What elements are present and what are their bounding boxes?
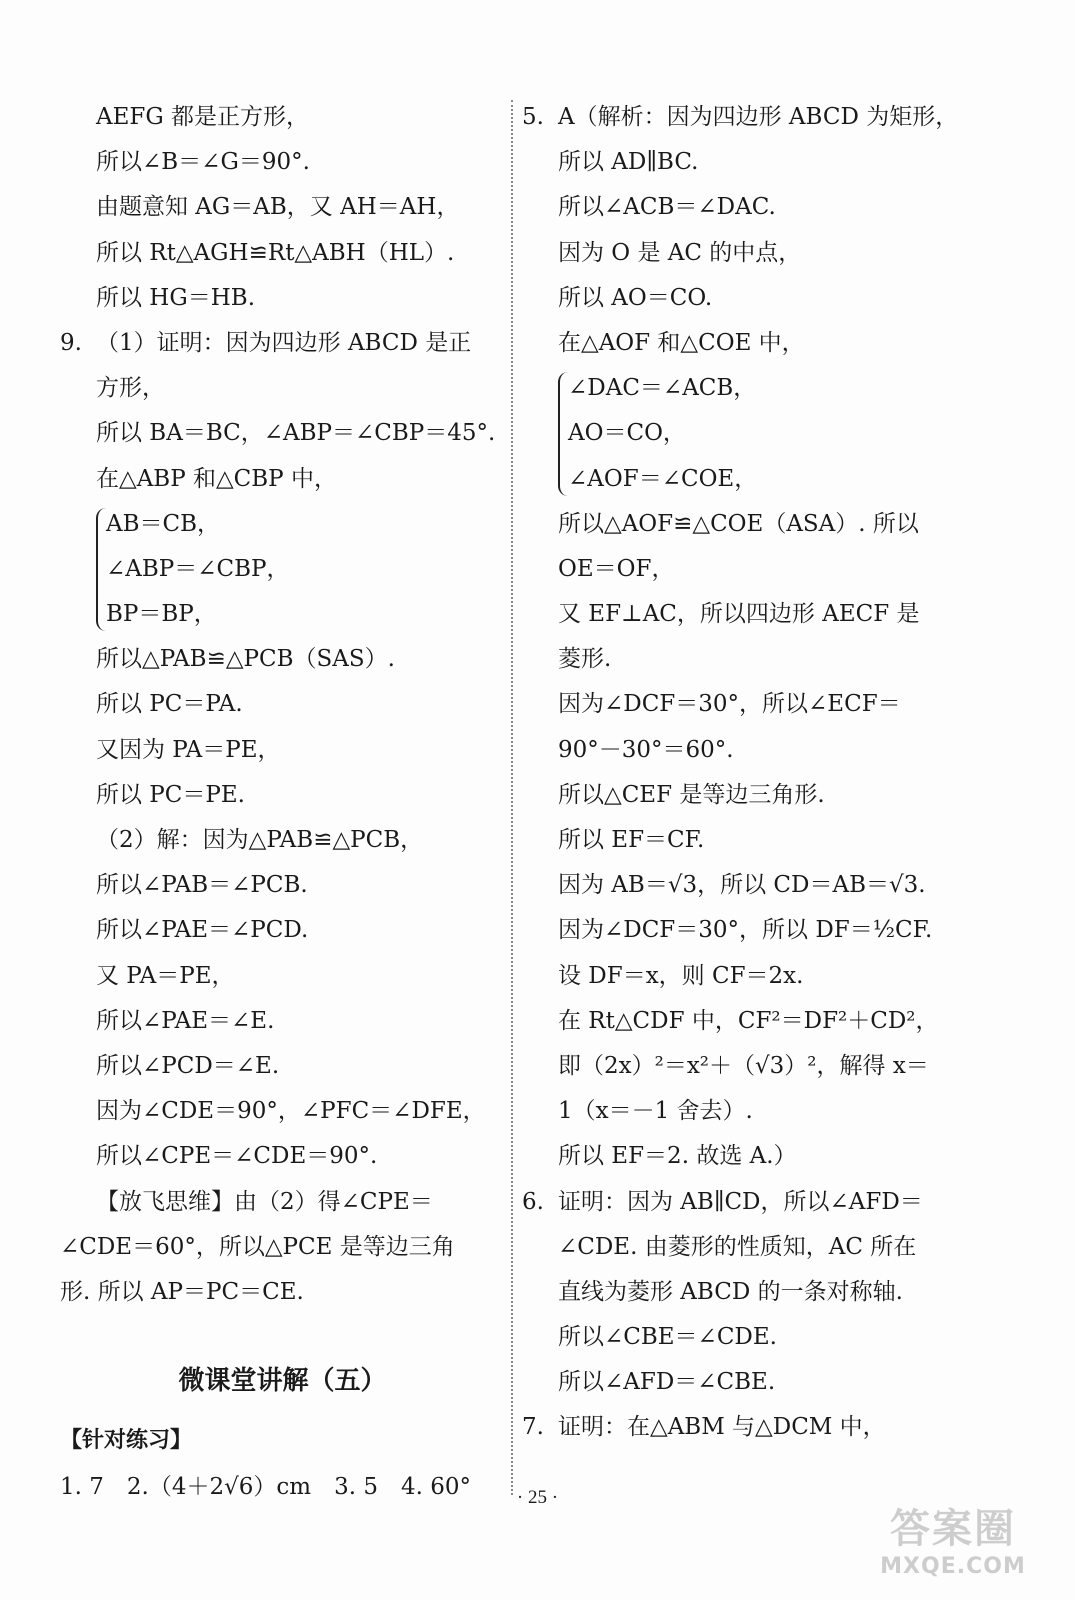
line-text: 所以 AO＝CO. — [558, 284, 713, 311]
line-text: 菱形. — [558, 646, 612, 673]
text-line — [60, 908, 505, 953]
text-line — [522, 1270, 992, 1315]
text-line — [60, 773, 505, 818]
line-text: 因为∠CDE＝90°，∠PFC＝∠DFE， — [96, 1098, 486, 1125]
text-line — [522, 276, 992, 321]
line-text: 所以 PC＝PE. — [96, 781, 245, 808]
text-line — [60, 366, 505, 411]
text-line — [60, 818, 505, 863]
text-line — [522, 185, 992, 230]
brace-system — [60, 502, 505, 638]
text-line — [522, 728, 992, 773]
text-line — [60, 1089, 505, 1134]
text-line — [522, 1315, 992, 1360]
text-line — [522, 1089, 992, 1134]
brace-line: ∠ABP＝∠CBP， — [106, 555, 290, 582]
line-text: 设 DF＝x，则 CF＝2x. — [558, 962, 804, 989]
line-text: OE＝OF， — [558, 555, 675, 582]
text-line — [60, 682, 505, 727]
brace-line: ∠AOF＝∠COE， — [568, 465, 758, 492]
line-text: 所以∠B＝∠G＝90°. — [96, 149, 310, 176]
line-text: 所以△CEF 是等边三角形. — [558, 781, 825, 808]
text-line — [60, 863, 505, 908]
line-text: 所以∠CPE＝∠CDE＝90°. — [96, 1143, 378, 1170]
line-text: 【放飞思维】由（2）得∠CPE＝ — [96, 1188, 433, 1215]
brace-line: BP＝BP， — [106, 601, 217, 628]
line-text: 方形， — [96, 375, 165, 402]
text-line — [522, 95, 992, 140]
right-column — [522, 95, 992, 1451]
line-text: 因为 AB＝√3，所以 CD＝AB＝√3. — [558, 872, 926, 899]
line-text: 所以∠PAB＝∠PCB. — [96, 872, 308, 899]
line-text: （1）证明：因为四边形 ABCD 是正 — [96, 329, 472, 356]
text-line — [522, 682, 992, 727]
question-number: 7. — [522, 1414, 544, 1441]
text-line — [522, 1180, 992, 1225]
line-text: 所以 HG＝HB. — [96, 284, 256, 311]
line-text: 因为∠DCF＝30°，所以 DF＝½CF. — [558, 917, 933, 944]
question-number: 9. — [60, 329, 82, 356]
page-number: · 25 · — [516, 1487, 559, 1508]
watermark-logo — [853, 1505, 1053, 1587]
line-text: 所以△PAB≌△PCB（SAS）. — [96, 646, 395, 673]
line-text: 所以∠ACB＝∠DAC. — [558, 194, 776, 221]
brace-line: AO＝CO， — [568, 420, 686, 447]
subsection-title: 【针对练习】 — [60, 1428, 193, 1454]
line-text: 所以 Rt△AGH≌Rt△ABH（HL）. — [96, 239, 455, 266]
line-text: 所以 EF＝2. 故选 A.） — [558, 1143, 797, 1170]
text-line — [60, 95, 505, 140]
line-text: 即（2x）²＝x²＋（√3）²，解得 x＝ — [558, 1052, 929, 1079]
line-text: 90°－30°＝60°. — [558, 736, 734, 763]
line-text: 在△AOF 和△COE 中， — [558, 329, 805, 356]
question-number: 6. — [522, 1188, 544, 1215]
line-text: 所以∠PCD＝∠E. — [96, 1052, 280, 1079]
text-line — [522, 231, 992, 276]
text-line — [522, 863, 992, 908]
text-line — [522, 1405, 992, 1450]
text-line — [60, 231, 505, 276]
text-line — [60, 1180, 505, 1225]
text-line — [60, 411, 505, 456]
text-line — [522, 637, 992, 682]
text-line — [522, 1360, 992, 1405]
text-line — [60, 954, 505, 999]
line-text: 所以∠CBE＝∠CDE. — [558, 1324, 777, 1351]
answers-line: 1. 7 2.（4＋2√6）cm 3. 5 4. 60° — [60, 1474, 471, 1501]
text-line — [522, 908, 992, 953]
text-line — [60, 140, 505, 185]
line-text: 直线为菱形 ABCD 的一条对称轴. — [558, 1278, 903, 1305]
text-line — [522, 502, 992, 547]
spacer — [60, 1315, 505, 1345]
text-line — [522, 140, 992, 185]
text-line — [522, 592, 992, 637]
watermark-cn: 答案圈 — [890, 1506, 1016, 1552]
text-line — [60, 1044, 505, 1089]
line-text: 所以△AOF≌△COE（ASA）. 所以 — [558, 510, 919, 537]
line-text: A（解析：因为四边形 ABCD 为矩形， — [558, 104, 959, 130]
line-text: ∠CDE＝60°，所以△PCE 是等边三角 — [60, 1233, 455, 1260]
line-text: 形. 所以 AP＝PC＝CE. — [60, 1278, 304, 1305]
text-line — [60, 999, 505, 1044]
line-text: AEFG 都是正方形， — [96, 104, 310, 130]
text-line — [60, 276, 505, 321]
line-text: 所以 EF＝CF. — [558, 827, 705, 853]
question-number: 5. — [522, 104, 544, 130]
text-line — [522, 818, 992, 863]
text-line — [60, 1134, 505, 1179]
text-line — [522, 321, 992, 366]
text-line — [60, 728, 505, 773]
line-text: 所以 BA＝BC，∠ABP＝∠CBP＝45°. — [96, 420, 496, 447]
text-line — [60, 1270, 505, 1315]
line-text: 因为∠DCF＝30°，所以∠ECF＝ — [558, 691, 901, 718]
line-text: 因为 O 是 AC 的中点， — [558, 239, 802, 266]
line-text: 所以∠AFD＝∠CBE. — [558, 1369, 776, 1396]
brace-line: ∠DAC＝∠ACB， — [568, 375, 757, 402]
line-text: 所以 PC＝PA. — [96, 691, 243, 718]
line-text: ∠CDE. 由菱形的性质知，AC 所在 — [558, 1233, 917, 1260]
line-text: 又 PA＝PE， — [96, 962, 235, 989]
line-text: 证明：因为 AB∥CD，所以∠AFD＝ — [558, 1188, 923, 1215]
text-line — [60, 1225, 505, 1270]
text-line — [60, 637, 505, 682]
text-line — [522, 954, 992, 999]
line-text: 又因为 PA＝PE， — [96, 736, 281, 763]
text-line — [60, 321, 505, 366]
text-line — [60, 457, 505, 502]
text-line — [60, 185, 505, 230]
column-divider — [511, 100, 513, 1495]
text-line — [522, 773, 992, 818]
text-line — [522, 999, 992, 1044]
text-line — [522, 547, 992, 592]
line-text: 证明：在△ABM 与△DCM 中， — [558, 1414, 886, 1441]
brace-line: AB＝CB， — [106, 510, 221, 537]
text-line — [522, 1044, 992, 1089]
line-text: 在 Rt△CDF 中，CF²＝DF²＋CD²， — [558, 1007, 939, 1034]
line-text: 所以 AD∥BC. — [558, 149, 699, 176]
brace-system — [522, 366, 992, 502]
line-text: 在△ABP 和△CBP 中， — [96, 465, 337, 492]
left-column — [60, 95, 505, 1510]
line-text: 由题意知 AG＝AB，又 AH＝AH， — [96, 194, 460, 221]
line-text: （2）解：因为△PAB≌△PCB， — [96, 827, 424, 853]
text-line — [522, 1134, 992, 1179]
line-text: 1（x＝－1 舍去）. — [558, 1098, 753, 1125]
line-text: 所以∠PAE＝∠E. — [96, 1007, 275, 1034]
text-line — [522, 1225, 992, 1270]
watermark-en: MXQE.COM — [880, 1554, 1026, 1579]
line-text: 又 EF⊥AC，所以四边形 AECF 是 — [558, 601, 920, 628]
line-text: 所以∠PAE＝∠PCD. — [96, 917, 309, 944]
section-title: 微课堂讲解（五） — [178, 1366, 387, 1397]
